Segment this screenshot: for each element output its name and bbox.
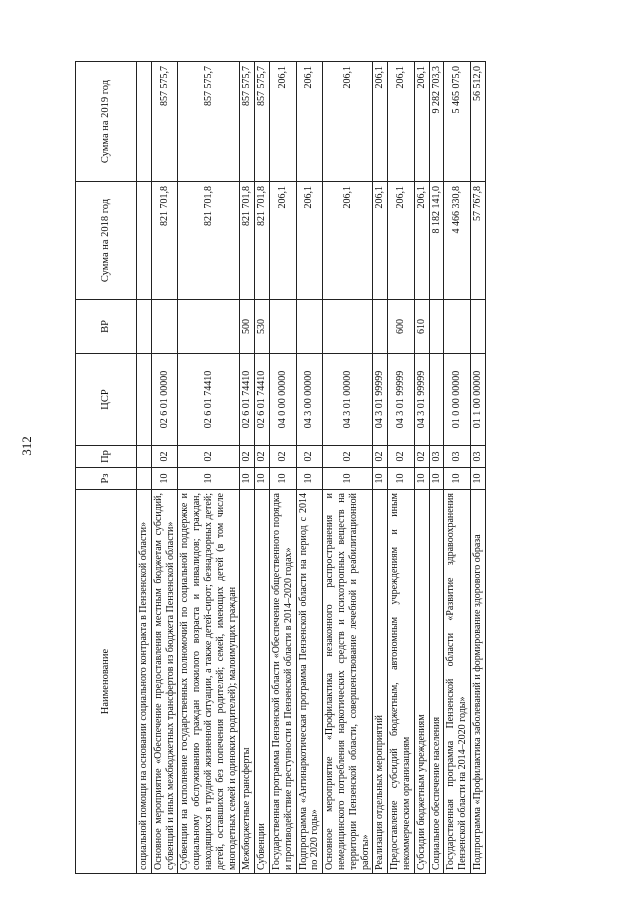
table-row (240, 62, 255, 874)
row-vr (269, 300, 296, 354)
row-vr (323, 300, 373, 354)
row-sum-2018: 8 182 141,0 (429, 182, 444, 300)
table-row (255, 62, 270, 874)
row-rz: 10 (388, 468, 415, 490)
row-csr: 02 6 01 74410 (255, 354, 270, 446)
row-pr: 02 (151, 446, 178, 468)
row-name: Предоставление субсидий бюджетным, автономным учреждениям и иным некоммерческим организациям (388, 490, 415, 874)
row-sum-2019: 857 575,7 (178, 62, 240, 182)
row-csr: 04 0 00 00000 (269, 354, 296, 446)
row-csr: 04 3 01 00000 (323, 354, 373, 446)
row-sum-2019: 206,1 (296, 62, 323, 182)
table-row (269, 62, 296, 874)
row-sum-2018: 206,1 (414, 182, 429, 300)
row-vr (429, 300, 444, 354)
row-pr: 02 (178, 446, 240, 468)
row-sum-2018: 206,1 (388, 182, 415, 300)
row-sum-2019: 206,1 (323, 62, 373, 182)
table-row (137, 62, 152, 874)
row-sum-2018: 821 701,8 (255, 182, 270, 300)
row-sum-2018: 821 701,8 (240, 182, 255, 300)
row-sum-2019: 857 575,7 (240, 62, 255, 182)
row-vr: 500 (240, 300, 255, 354)
row-vr: 530 (255, 300, 270, 354)
table-row (373, 62, 388, 874)
row-name: Субвенции (255, 490, 270, 874)
row-rz: 10 (151, 468, 178, 490)
row-rz: 10 (178, 468, 240, 490)
row-csr (137, 354, 152, 446)
header-sum-2018: Сумма на 2018 год (76, 182, 137, 300)
row-name: Социальное обеспечение населения (429, 490, 444, 874)
row-rz: 10 (444, 468, 471, 490)
row-vr: 610 (414, 300, 429, 354)
row-sum-2019: 56 512,0 (470, 62, 485, 182)
row-vr (296, 300, 323, 354)
row-sum-2019: 857 575,7 (255, 62, 270, 182)
row-sum-2019: 857 575,7 (151, 62, 178, 182)
row-sum-2019: 206,1 (269, 62, 296, 182)
row-vr (178, 300, 240, 354)
row-name: Подпрограмма «Профилактика заболеваний и формирование здорового образа (470, 490, 485, 874)
row-rz: 10 (373, 468, 388, 490)
table-row (323, 62, 373, 874)
row-name: Реализация отдельных мероприятий (373, 490, 388, 874)
row-vr (470, 300, 485, 354)
row-rz: 10 (296, 468, 323, 490)
row-name: Субвенции на исполнение государственных полномочий по социальной поддержке и социальному обслуживанию граждан пожилого возраста и инвалидов; граждан, находящихся в трудной жизненной ситуации, а также детей-сирот; безнадзорных детей; детей, оставшихся без попечения родителей; семей, имеющих детей (в том числе многодетных семей и одиноких родителей); малоимущих граждан (178, 490, 240, 874)
row-rz: 10 (240, 468, 255, 490)
row-rz: 10 (429, 468, 444, 490)
header-csr: ЦСР (76, 354, 137, 446)
header-pr: Пр (76, 446, 137, 468)
row-sum-2018: 206,1 (269, 182, 296, 300)
row-pr: 03 (470, 446, 485, 468)
row-sum-2018: 206,1 (373, 182, 388, 300)
row-pr: 02 (323, 446, 373, 468)
table-row (296, 62, 323, 874)
row-sum-2019: 5 465 075,0 (444, 62, 471, 182)
row-csr: 04 3 00 00000 (296, 354, 323, 446)
row-pr: 02 (414, 446, 429, 468)
row-csr: 02 6 01 00000 (151, 354, 178, 446)
page-number: 312 (19, 436, 34, 456)
row-sum-2018 (137, 182, 152, 300)
row-vr (444, 300, 471, 354)
row-name: Основное мероприятие «Профилактика незаконного распространения и немедицинского потребления наркотических средств и психотропных веществ на территории Пензенской области, совершенствование лечебной и реабилитационной работы» (323, 490, 373, 874)
row-sum-2018: 206,1 (323, 182, 373, 300)
table-header-row (76, 62, 137, 874)
row-csr: 02 6 01 74410 (178, 354, 240, 446)
row-csr: 04 3 01 99999 (414, 354, 429, 446)
row-sum-2019: 9 282 703,3 (429, 62, 444, 182)
row-csr: 02 6 01 74410 (240, 354, 255, 446)
row-rz: 10 (470, 468, 485, 490)
row-name: социальной помощи на основании социального контракта в Пензенской области» (137, 490, 152, 874)
header-name: Наименование (76, 490, 137, 874)
row-name: Подпрограмма «Антинаркотическая программа Пензенской области на период с 2014 по 2020 годы» (296, 490, 323, 874)
row-pr: 02 (388, 446, 415, 468)
header-vr: ВР (76, 300, 137, 354)
row-vr (373, 300, 388, 354)
budget-table (75, 61, 486, 874)
row-name: Субсидии бюджетным учреждениям (414, 490, 429, 874)
row-vr (137, 300, 152, 354)
row-pr: 02 (296, 446, 323, 468)
row-vr (151, 300, 178, 354)
row-csr: 01 0 00 00000 (444, 354, 471, 446)
table-row (151, 62, 178, 874)
row-csr (429, 354, 444, 446)
row-sum-2019: 206,1 (373, 62, 388, 182)
row-sum-2018: 57 767,8 (470, 182, 485, 300)
row-sum-2018: 821 701,8 (178, 182, 240, 300)
row-sum-2019: 206,1 (388, 62, 415, 182)
table-row (178, 62, 240, 874)
row-vr: 600 (388, 300, 415, 354)
row-pr: 02 (373, 446, 388, 468)
row-rz (137, 468, 152, 490)
row-sum-2018: 821 701,8 (151, 182, 178, 300)
row-pr: 02 (269, 446, 296, 468)
row-sum-2019: 206,1 (414, 62, 429, 182)
table-row (444, 62, 471, 874)
row-pr (137, 446, 152, 468)
budget-table-sheet (75, 62, 595, 874)
header-sum-2019: Сумма на 2019 год (76, 62, 137, 182)
row-pr: 02 (255, 446, 270, 468)
header-rz: Рз (76, 468, 137, 490)
row-name: Основное мероприятие «Обеспечение предоставления местным бюджетам субсидий, субвенций и иных межбюджетных трансфертов из бюджета Пензенской области» (151, 490, 178, 874)
row-csr: 04 3 01 99999 (388, 354, 415, 446)
table-row (414, 62, 429, 874)
row-csr: 04 3 01 99999 (373, 354, 388, 446)
row-name: Государственная программа Пензенской области «Обеспечение общественного порядка и противодействие преступности в Пензенской области в 2014–2020 годах» (269, 490, 296, 874)
row-pr: 03 (444, 446, 471, 468)
row-csr: 01 1 00 00000 (470, 354, 485, 446)
row-sum-2018: 4 466 330,8 (444, 182, 471, 300)
row-rz: 10 (414, 468, 429, 490)
table-row (429, 62, 444, 874)
row-name: Государственная программа Пензенской области «Развитие здравоохранения Пензенской области на 2014–2020 годы» (444, 490, 471, 874)
row-sum-2019 (137, 62, 152, 182)
row-sum-2018: 206,1 (296, 182, 323, 300)
row-pr: 02 (240, 446, 255, 468)
row-rz: 10 (269, 468, 296, 490)
row-rz: 10 (323, 468, 373, 490)
row-rz: 10 (255, 468, 270, 490)
row-name: Межбюджетные трансферты (240, 490, 255, 874)
table-row (470, 62, 485, 874)
table-row (388, 62, 415, 874)
row-pr: 03 (429, 446, 444, 468)
